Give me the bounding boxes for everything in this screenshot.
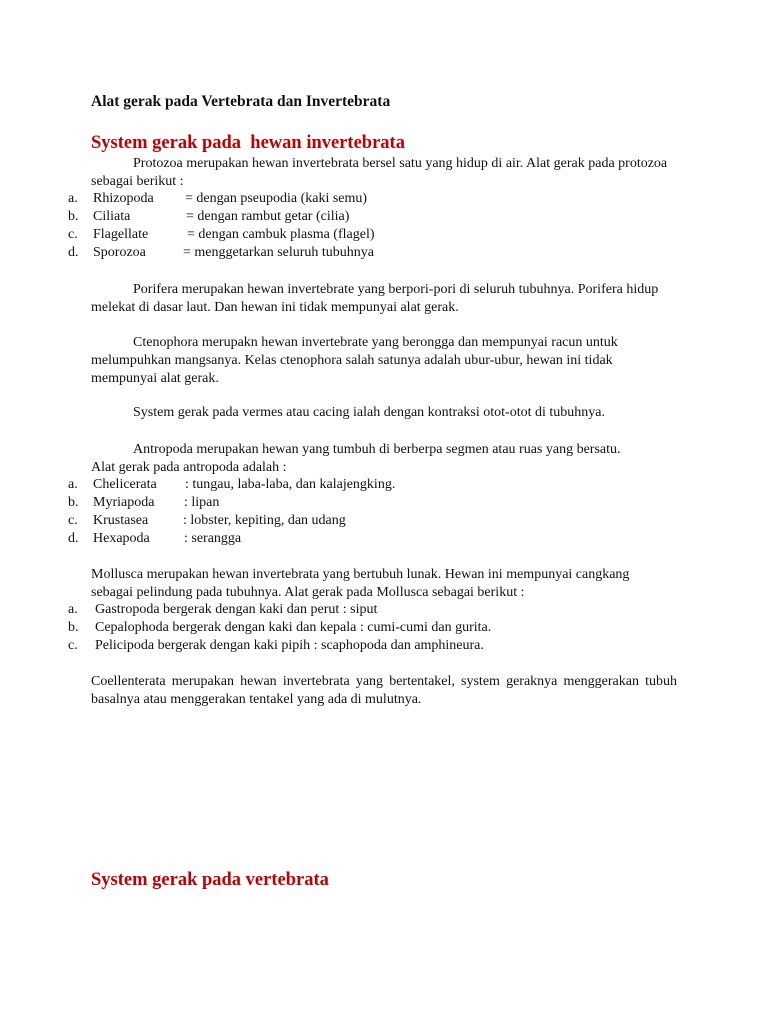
list-marker: d. [68, 245, 79, 260]
list-term: Krustasea [93, 513, 149, 528]
paragraph-porifera: Porifera merupakan hewan invertebrate yang berpori-pori di seluruh tubuhnya. Porifera hidup melekat di dasar laut. Dan hewan ini tidak mempunyai alat gerak. [91, 282, 659, 315]
paragraph-mollusca: Mollusca merupakan hewan invertebrata yang bertubuh lunak. Hewan ini mempunyai cangkang sebagai pelindung pada tubuhnya. Alat gerak pada Mollusca sebagai berikut : [91, 567, 630, 600]
list-text: Cepalophoda bergerak dengan kaki dan kepala : cumi-cumi dan gurita. [95, 620, 492, 635]
list-marker: c. [68, 638, 78, 653]
list-item [0, 208, 768, 226]
paragraph-antropoda-line2: Alat gerak pada antropoda adalah : [91, 460, 287, 475]
list-item [0, 512, 768, 530]
mollusca-list [0, 601, 768, 655]
section-heading-invertebrata: System gerak pada hewan invertebrata [91, 133, 405, 153]
list-term: Hexapoda [93, 531, 150, 546]
list-marker: a. [68, 477, 78, 492]
list-marker: c. [68, 513, 78, 528]
list-term: Myriapoda [93, 495, 155, 510]
paragraph-vermes: System gerak pada vermes atau cacing ialah dengan kontraksi otot-otot di tubuhnya. [133, 405, 605, 420]
list-text: Gastropoda bergerak dengan kaki dan perut : siput [95, 602, 378, 617]
list-desc: : lipan [184, 495, 220, 510]
list-marker: a. [68, 191, 78, 206]
paragraph-ctenophora: Ctenophora merupakn hewan invertebrate yang berongga dan mempunyai racun untuk melumpuhkan mangsanya. Kelas ctenophora salah satunya adalah ubur-ubur, hewan ini tidak mempunyai alat gerak. [91, 335, 618, 386]
list-term: Chelicerata [93, 477, 157, 492]
list-term: Ciliata [93, 209, 131, 224]
section-heading-vertebrata: System gerak pada vertebrata [91, 870, 329, 890]
paragraph-protozoa: Protozoa merupakan hewan invertebrata bersel satu yang hidup di air. Alat gerak pada protozoa sebagai berikut : [91, 156, 668, 189]
list-desc: : lobster, kepiting, dan udang [183, 513, 346, 528]
list-term: Flagellate [93, 227, 149, 242]
list-desc: : serangga [184, 531, 242, 546]
list-item [0, 476, 768, 494]
paragraph-coellenterata: Coellenterata merupakan hewan invertebrata yang bertentakel, system geraknya menggerakan tubuh basalnya atau menggerakan tentakel yang ada di mulutnya. [91, 674, 677, 707]
protozoa-list [0, 190, 768, 262]
list-desc: : tungau, laba-laba, dan kalajengking. [185, 477, 396, 492]
list-marker: d. [68, 531, 79, 546]
list-term: Sporozoa [93, 245, 146, 260]
list-item [0, 494, 768, 512]
list-marker: c. [68, 227, 78, 242]
list-term: Rhizopoda [93, 191, 154, 206]
list-item [0, 601, 768, 619]
list-item [0, 190, 768, 208]
antropoda-list [0, 476, 768, 548]
list-desc: = dengan rambut getar (cilia) [186, 209, 350, 224]
list-desc: = dengan cambuk plasma (flagel) [187, 227, 375, 242]
list-item [0, 530, 768, 548]
paragraph-antropoda: Antropoda merupakan hewan yang tumbuh di berberpa segmen atau ruas yang bersatu. [133, 442, 621, 457]
list-desc: = dengan pseupodia (kaki semu) [185, 191, 368, 206]
list-marker: a. [68, 602, 78, 617]
list-item [0, 244, 768, 262]
list-marker: b. [68, 495, 79, 510]
list-item [0, 619, 768, 637]
document-title: Alat gerak pada Vertebrata dan Invertebrata [91, 93, 391, 110]
list-marker: b. [68, 209, 79, 224]
list-marker: b. [68, 620, 79, 635]
list-desc: = menggetarkan seluruh tubuhnya [183, 245, 375, 260]
list-item [0, 637, 768, 655]
list-text: Pelicipoda bergerak dengan kaki pipih : scaphopoda dan amphineura. [95, 638, 484, 653]
list-item [0, 226, 768, 244]
